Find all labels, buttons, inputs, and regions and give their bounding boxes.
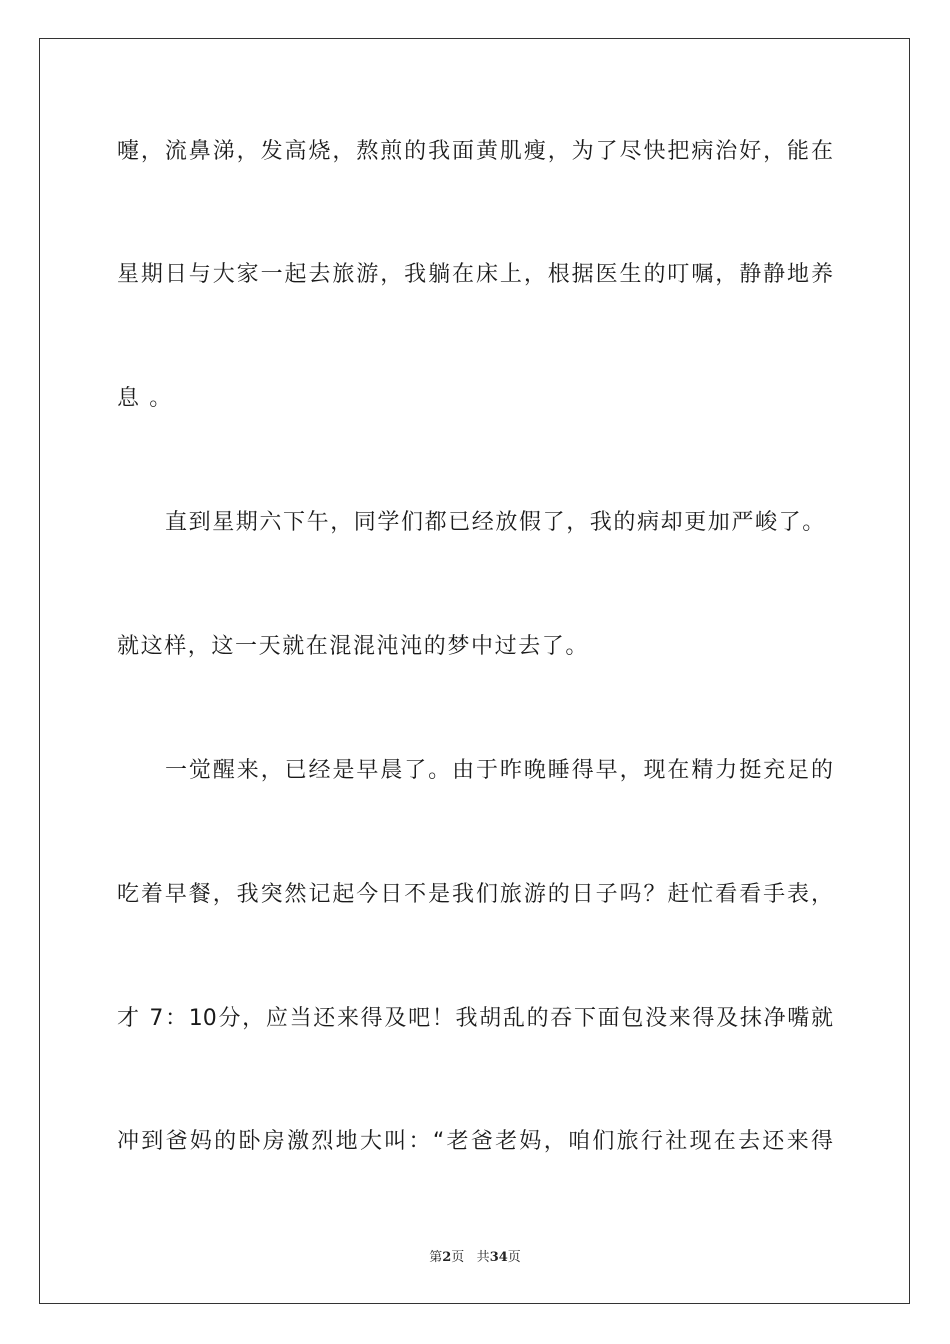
- text-line: 冲到爸妈的卧房激烈地大叫：“老爸老妈，咱们旅行社现在去还来得: [117, 1129, 833, 1154]
- text-line: 吃着早餐，我突然记起今日不是我们旅游的日子吗？赶忙看看手表，: [117, 882, 833, 907]
- text-line: 息 。: [117, 386, 173, 411]
- paragraph-start-line: 直到星期六下午，同学们都已经放假了，我的病却更加严峻了。: [165, 510, 826, 535]
- total-suffix: 页: [507, 1250, 521, 1265]
- paragraph-start-line: 一觉醒来，已经是早晨了。由于昨晚睡得早，现在精力挺充足的: [165, 758, 833, 783]
- page-prefix: 第: [429, 1250, 443, 1265]
- text-line: 嚏，流鼻涕，发高烧，熬煎的我面黄肌瘦，为了尽快把病治好，能在: [117, 139, 833, 164]
- page-footer: [0, 1246, 950, 1265]
- page-border: [39, 38, 910, 1304]
- total-prefix: 共: [476, 1250, 490, 1265]
- text-line: 才 7：10分，应当还来得及吧！我胡乱的吞下面包没来得及抹净嘴就: [117, 1006, 833, 1031]
- total-pages: 34: [489, 1250, 508, 1265]
- page-suffix: 页: [451, 1250, 465, 1265]
- page-number: 2: [442, 1250, 452, 1265]
- text-line: 星期日与大家一起去旅游，我躺在床上，根据医生的叮嘱，静静地养: [117, 262, 833, 287]
- text-line: 就这样，这一天就在混混沌沌的梦中过去了。: [117, 634, 590, 659]
